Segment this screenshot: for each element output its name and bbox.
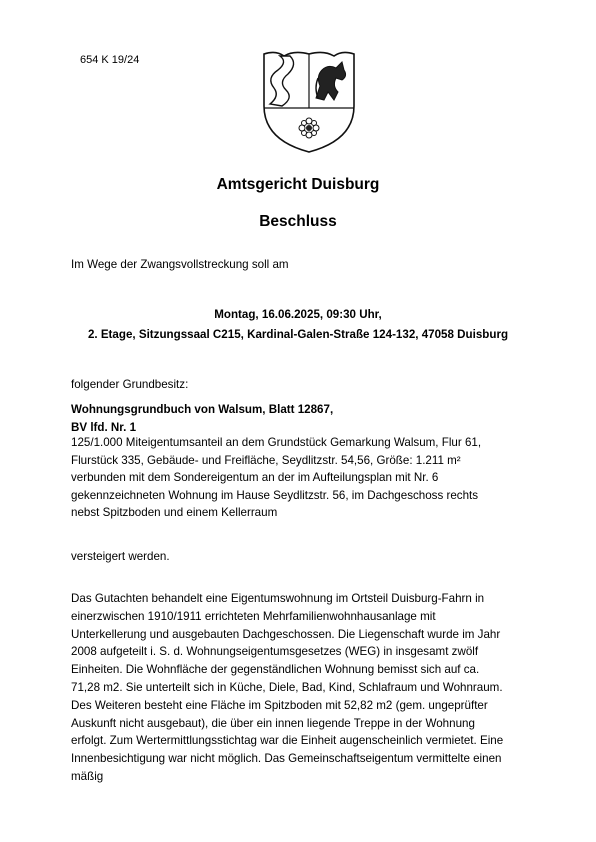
report-line: 71,28 m2. Sie unterteilt sich in Küche, Diele, Bad, Kind, Schlafraum und Wohnraum.: [71, 680, 503, 694]
report-line: 2008 aufgeteilt i. S. d. Wohnungseigentumsgesetzes (WEG) in insgesamt zwölf: [71, 645, 479, 659]
property-register: Wohnungsgrundbuch von Walsum, Blatt 12867,: [71, 403, 334, 416]
report-line: Innenbesichtigung war nicht möglich. Das Gemeinschaftseigentum vermittelte einen: [71, 752, 502, 766]
report-line: einerzwischen 1910/1911 errichteten Mehrfamilienwohnhausanlage mit: [71, 609, 436, 623]
nrw-coat-of-arms-icon: [256, 48, 362, 154]
report-paragraph: [71, 590, 531, 786]
report-line: mäßig: [71, 769, 104, 783]
appointment-date-time: Montag, 16.06.2025, 09:30 Uhr,: [214, 308, 382, 321]
report-line: Einheiten. Die Wohnfläche der gegenständlichen Wohnung bemisst sich auf ca.: [71, 663, 480, 677]
property-bv-number: BV lfd. Nr. 1: [71, 421, 137, 434]
report-line: Unterkellerung und ausgebauten Dachgeschossen. Die Liegenschaft wurde im Jahr: [71, 627, 501, 641]
property-description: [71, 434, 531, 522]
report-line: Auskunft nicht ausgebaut), die über ein innen liegende Treppe in der Wohnung: [71, 716, 475, 730]
appointment-location: 2. Etage, Sitzungssaal C215, Kardinal-Galen-Straße 124-132, 47058 Duisburg: [87, 328, 509, 341]
report-line: Des Weiteren besteht eine Fläche im Spitzboden mit 52,82 m2 (gem. ungeprüfter: [71, 698, 488, 712]
case-number: 654 K 19/24: [80, 54, 140, 66]
report-line: Das Gutachten behandelt eine Eigentumswohnung im Ortsteil Duisburg-Fahrn in: [71, 592, 485, 605]
property-intro: folgender Grundbesitz:: [71, 378, 189, 391]
description-line: verbunden mit dem Sondereigentum an der im Aufteilungsplan mit Nr. 6: [71, 471, 439, 485]
description-line: 125/1.000 Miteigentumsanteil an dem Grundstück Gemarkung Walsum, Flur 61,: [71, 436, 482, 449]
report-line: erfolgt. Zum Wertermittlungsstichtag war die Einheit augenscheinlich vermietet. Eine: [71, 734, 504, 748]
description-line: nebst Spitzboden und einem Kellerraum: [71, 506, 278, 520]
court-name: Amtsgericht Duisburg: [216, 176, 380, 193]
intro-text: Im Wege der Zwangsvollstreckung soll am: [71, 258, 289, 271]
description-line: gekennzeichneten Wohnung im Hause Seydlitzstr. 56, im Dachgeschoss rechts: [71, 488, 479, 502]
description-line: Flurstück 335, Gebäude- und Freifläche, Seydlitzstr. 54,56, Größe: 1.211 m²: [71, 453, 461, 467]
auction-phrase: versteigert werden.: [71, 550, 170, 563]
document-title: Beschluss: [259, 213, 337, 230]
